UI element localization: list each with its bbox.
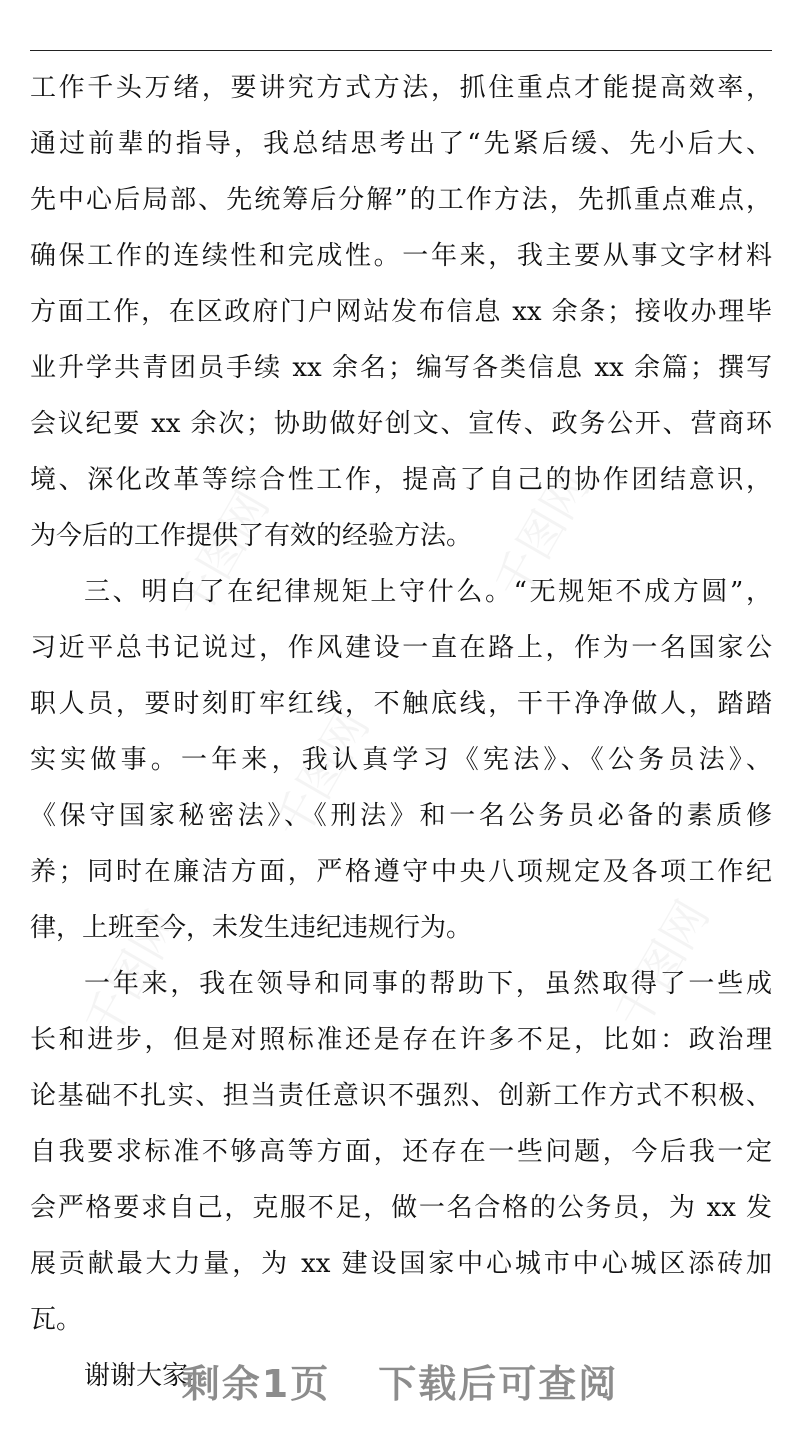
text-line: 论基础不扎实、担当责任意识不强烈、创新工作方式不积极、 — [30, 1081, 772, 1111]
watermark: 千图网 — [483, 461, 600, 608]
section-heading-line: 三、明白了在纪律规矩上守什么。“无规矩不成方圆”， — [84, 577, 772, 607]
download-prompt[interactable] — [0, 1353, 800, 1406]
text-line: 境、深化改革等综合性工作，提高了自己的协作团结意识， — [30, 465, 772, 495]
watermark: 千图网 — [73, 901, 190, 1048]
remaining-pages-label: 剩余1页 — [181, 1362, 331, 1406]
text-line: 瓦。 — [30, 1305, 83, 1335]
watermark: 千图网 — [163, 481, 280, 628]
text-line: 会严格要求自己，克服不足，做一名合格的公务员，为 xx 发 — [30, 1193, 772, 1223]
text-line: 实实做事。一年来，我认真学习《宪法》、《公务员法》、 — [30, 745, 772, 775]
text-line: 为今后的工作提供了有效的经验方法。 — [30, 521, 473, 551]
watermark: 千图网 — [603, 891, 720, 1038]
text-line: 职人员，要时刻盯牢红线，不触底线，干干净净做人，踏踏 — [30, 689, 772, 719]
text-line: 先中心后局部、先统筹后分解”的工作方法，先抓重点难点， — [30, 185, 772, 215]
text-line: 长和进步，但是对照标准还是存在许多不足，比如：政治理 — [30, 1025, 772, 1055]
text-line: 会议纪要 xx 余次；协助做好创文、宣传、政务公开、营商环 — [30, 409, 772, 439]
watermark: 千图网 — [263, 701, 380, 848]
text-line: 确保工作的连续性和完成性。一年来，我主要从事文字材料 — [30, 241, 772, 271]
document-body — [30, 60, 772, 1404]
closing-line: 谢谢大家。 — [84, 1361, 215, 1391]
text-line: 习近平总书记说过，作风建设一直在路上，作为一名国家公 — [30, 633, 772, 663]
text-line: 方面工作，在区政府门户网站发布信息 xx 余条；接收办理毕 — [30, 297, 772, 327]
download-to-view-label: 下载后可查阅 — [378, 1362, 619, 1406]
text-line: 展贡献最大力量，为 xx 建设国家中心城市中心城区添砖加 — [30, 1249, 772, 1279]
text-line: 《保守国家秘密法》、《刑法》和一名公务员必备的素质修 — [30, 801, 772, 831]
text-line: 自我要求标准不够高等方面，还存在一些问题，今后我一定 — [30, 1137, 772, 1167]
top-rule — [30, 50, 772, 51]
text-line: 工作千头万绪，要讲究方式方法，抓住重点才能提高效率， — [30, 73, 772, 103]
text-line: 一年来，我在领导和同事的帮助下，虽然取得了一些成 — [84, 969, 772, 999]
text-line: 通过前辈的指导，我总结思考出了“先紧后缓、先小后大、 — [30, 129, 772, 159]
text-line: 业升学共青团员手续 xx 余名；编写各类信息 xx 余篇；撰写 — [30, 353, 772, 383]
text-line: 律，上班至今，未发生违纪违规行为。 — [30, 913, 473, 943]
text-line: 养；同时在廉洁方面，严格遵守中央八项规定及各项工作纪 — [30, 857, 772, 887]
